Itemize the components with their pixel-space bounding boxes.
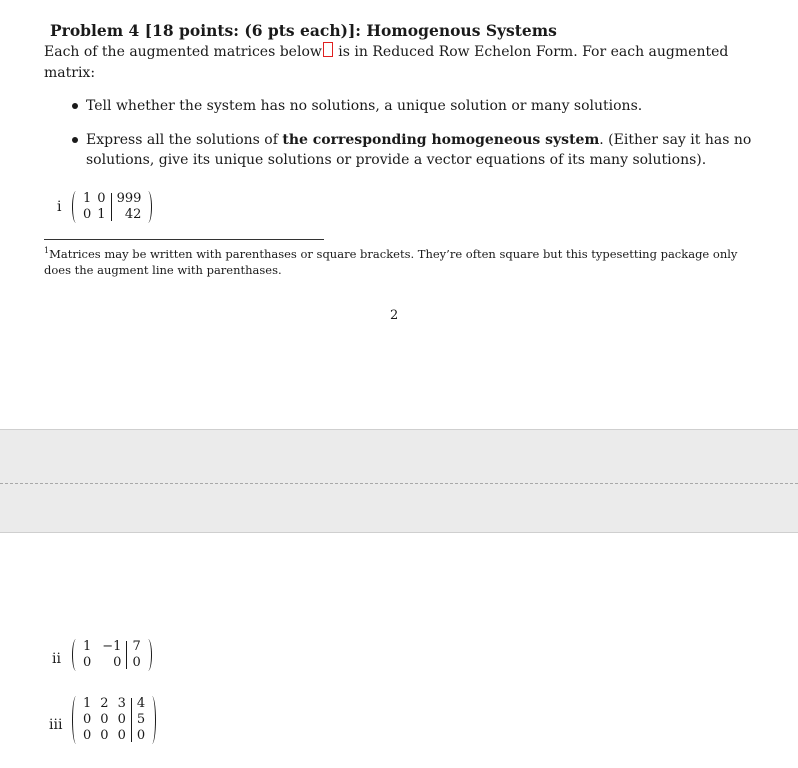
page-break-line xyxy=(0,483,798,484)
matrix-entry: 1 xyxy=(83,696,92,711)
matrix-entry: 0 xyxy=(136,728,146,743)
page-number: 2 xyxy=(390,308,399,323)
matrix-column xyxy=(80,191,94,223)
bullet-item-1 xyxy=(72,96,752,116)
matrix-column xyxy=(112,696,129,744)
matrix-entry: 0 xyxy=(100,712,109,727)
matrix-i xyxy=(72,191,152,223)
matrix-entry: 4 xyxy=(136,696,146,711)
matrix-column xyxy=(129,639,143,671)
matrix-ii-label: ii xyxy=(52,651,61,667)
intro-text-start: Each of the augmented matrices below xyxy=(44,44,322,60)
augment-line xyxy=(131,698,132,742)
footnote-link[interactable] xyxy=(323,42,333,57)
matrix-entry: 999 xyxy=(116,191,142,206)
matrix-column xyxy=(134,696,148,744)
augment-line xyxy=(111,193,112,221)
matrix-column xyxy=(94,639,124,671)
matrix-entry: 5 xyxy=(136,712,146,727)
page-break-gap xyxy=(0,429,798,533)
left-paren xyxy=(72,191,80,223)
intro-text-end: is in Reduced Row Echelon Form. For each augmented matrix: xyxy=(44,44,729,81)
left-paren xyxy=(72,639,80,671)
matrix-entry: 1 xyxy=(97,207,106,222)
matrix-entry: 0 xyxy=(83,712,92,727)
matrix-entry: 0 xyxy=(83,728,92,743)
right-paren xyxy=(144,639,152,671)
bullet-text xyxy=(86,130,752,170)
matrix-column xyxy=(94,191,108,223)
matrix-iii xyxy=(72,696,156,744)
left-paren xyxy=(72,696,80,744)
matrix-entry: 0 xyxy=(83,655,92,670)
footnote-rule xyxy=(44,239,324,240)
problem-intro xyxy=(44,42,750,84)
matrix-entry: 0 xyxy=(113,655,122,670)
matrix-entry: 0 xyxy=(100,728,109,743)
bullet2-text-end: . (Either say it has no solutions, give its unique solutions or provide a vector equations of its many solutions). xyxy=(86,132,752,168)
matrix-column xyxy=(94,696,111,744)
matrix-entry: 0 xyxy=(117,712,126,727)
bullet-item-2 xyxy=(72,130,752,170)
matrix-entry: 1 xyxy=(83,639,92,654)
matrix-iii-label: iii xyxy=(49,717,63,733)
matrix-entry: 0 xyxy=(132,655,141,670)
matrix-column xyxy=(80,639,94,671)
footnote-text: Matrices may be written with parenthases or square brackets. They’re often square but this typesetting package only does the augment line with parenthases. xyxy=(44,246,738,277)
bullet-dot xyxy=(72,137,78,143)
bullet2-text-start: Express all the solutions of xyxy=(86,132,283,148)
problem-title: Problem 4 [18 points: (6 pts each)]: Homogenous Systems xyxy=(50,21,557,40)
matrix-entry: 0 xyxy=(117,728,126,743)
footnote xyxy=(44,243,754,278)
augment-line xyxy=(126,641,127,669)
matrix-entry: 0 xyxy=(97,191,106,206)
right-paren xyxy=(148,696,156,744)
matrix-ii xyxy=(72,639,152,671)
bullet-text: Tell whether the system has no solutions, a unique solution or many solutions. xyxy=(86,98,643,114)
matrix-entry: −1 xyxy=(102,639,122,654)
bullet-dot xyxy=(72,103,78,109)
bullet2-bold-text: the corresponding homogeneous system xyxy=(282,132,600,148)
matrix-column xyxy=(80,696,94,744)
matrix-column xyxy=(114,191,145,223)
right-paren xyxy=(144,191,152,223)
matrix-entry: 42 xyxy=(124,207,142,222)
matrix-entry: 1 xyxy=(83,191,92,206)
matrix-i-label: i xyxy=(57,199,62,215)
matrix-entry: 0 xyxy=(83,207,92,222)
matrix-entry: 2 xyxy=(100,696,109,711)
footnote-mark: 1 xyxy=(44,246,50,255)
matrix-entry: 3 xyxy=(117,696,126,711)
matrix-entry: 7 xyxy=(132,639,141,654)
